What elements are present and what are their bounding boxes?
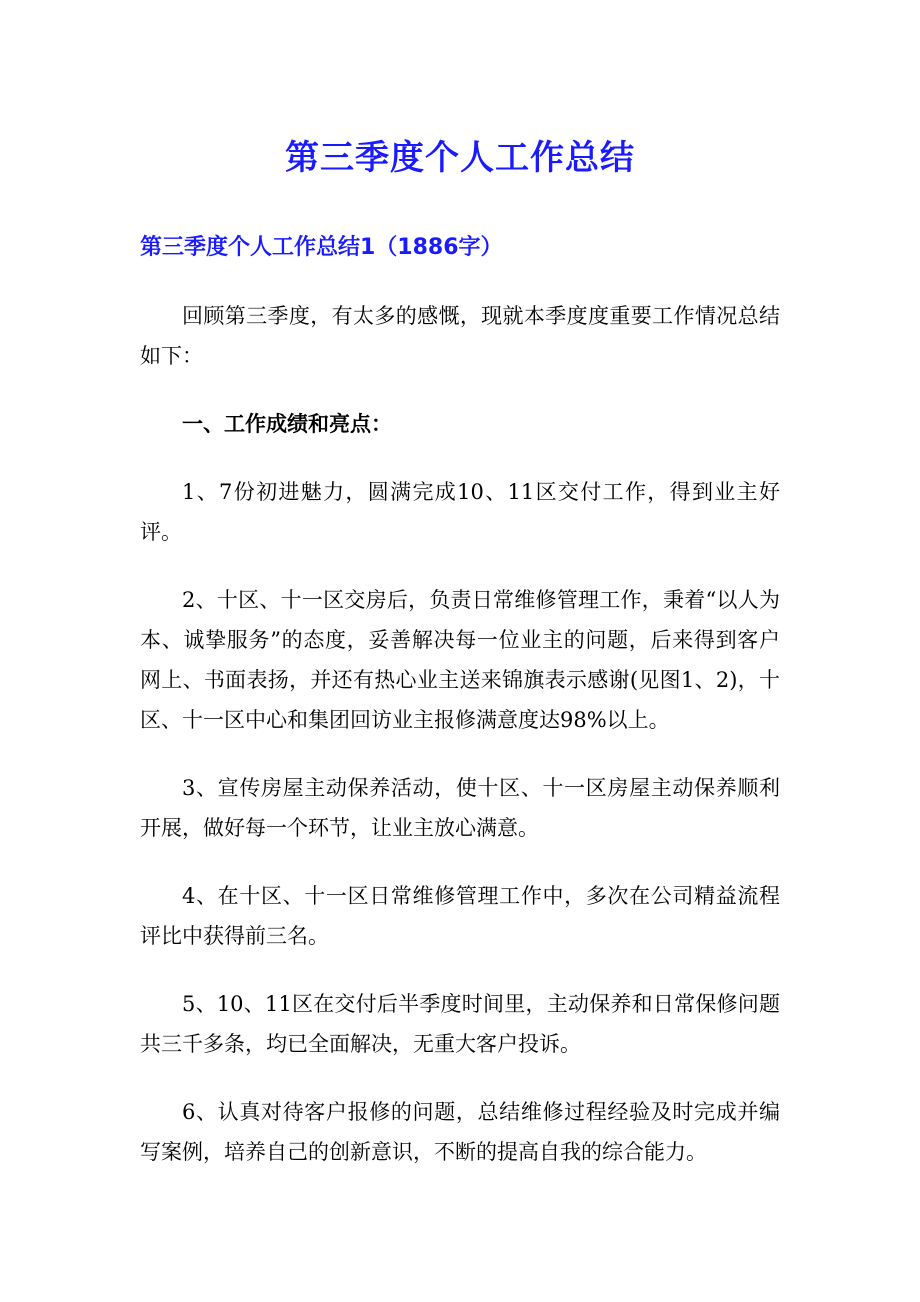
intro-paragraph: 回顾第三季度，有太多的感慨，现就本季度度重要工作情况总结如下：	[140, 304, 780, 368]
list-item: 4、在十区、十一区日常维修管理工作中，多次在公司精益流程评比中获得前三名。	[140, 884, 780, 948]
list-item: 6、认真对待客户报修的问题，总结维修过程经验及时完成并编写案例，培养自己的创新意识，不断的提高自我的综合能力。	[140, 1100, 780, 1164]
list-item: 1、7份初进魅力，圆满完成10、11区交付工作，得到业主好评。	[140, 480, 780, 544]
list-item: 2、十区、十一区交房后，负责日常维修管理工作，秉着“以人为本、诚挚服务”的态度，妥善解决每一位业主的问题，后来得到客户网上、书面表扬，并还有热心业主送来锦旗表示感谢(见图1、2)，十区、十一区中心和集团回访业主报修满意度达98%以上。	[140, 588, 780, 732]
section-heading: 第三季度个人工作总结1（1886字）	[140, 235, 503, 260]
subheading-achievements: 一、工作成绩和亮点：	[182, 411, 392, 436]
document-body	[140, 296, 780, 1200]
list-item: 5、10、11区在交付后半季度时间里，主动保养和日常保修问题共三千多条，均已全面解决，无重大客户投诉。	[140, 992, 780, 1056]
list-item: 3、宣传房屋主动保养活动，使十区、十一区房屋主动保养顺利开展，做好每一个环节，让业主放心满意。	[140, 776, 780, 840]
document-title: 第三季度个人工作总结	[285, 138, 635, 178]
